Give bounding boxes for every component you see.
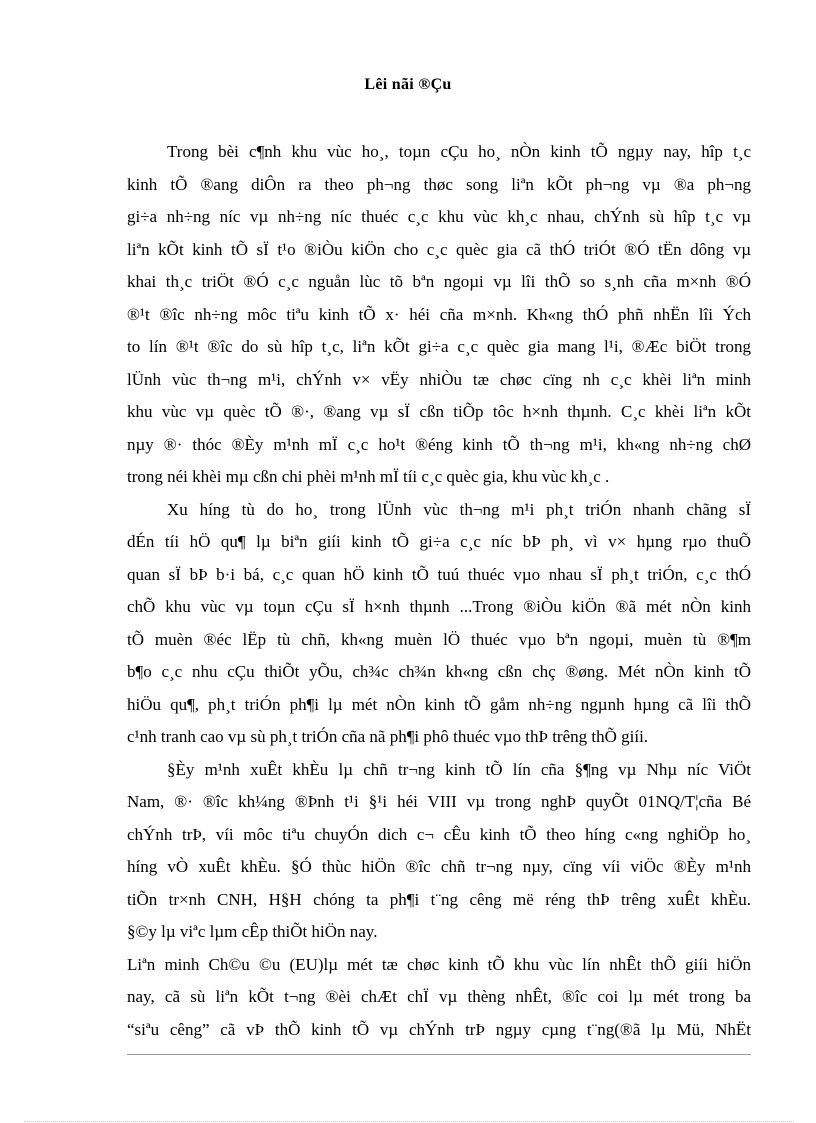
text-line: híng vÒ xuÊt khÈu. §Ó thùc hiÖn ®îc chñ tr¬ng nµy, cïng víi viÖc ®Èy m¹nh [127,857,751,876]
text-line: c¹nh tranh cao vµ sù ph¸t triÓn cña nã ph¶i phô thuéc vµo thÞ trêng thÕ giíi. [127,727,649,746]
text-line: tiÕn tr×nh CNH, H§H chóng ta ph¶i t¨ng cêng më réng thÞ trêng xuÊt khÈu. [127,889,751,909]
footer-divider [127,1054,751,1055]
text-line: “siªu cêng” cã vÞ thÕ kinh tÕ vµ chÝnh trÞ ngµy cµng t¨ng(®ã lµ Mü, NhËt [127,1019,751,1039]
text-line: tÕ muèn ®éc lËp tù chñ, kh«ng muèn lÖ thuéc vµo bªn ngoµi, muèn tù ®¶m [127,629,751,649]
text-line: ®¹t ®îc nh÷ng môc tiªu kinh tÕ x· héi cña m×nh. Kh«ng thÓ phñ nhËn lîi Ých [127,304,751,324]
text-line: liªn kÕt kinh tÕ sÏ t¹o ®iÒu kiÖn cho c¸c quèc gia cã thÓ triÓt ®Ó tËn dông vµ [127,239,751,259]
text-line: §©y lµ viªc lµm cÊp thiÕt hiÖn nay. [127,922,378,941]
text-line: chÝnh trÞ, víi môc tiªu chuyÓn dich c¬ cÊu kinh tÕ theo híng c«ng nghiÖp ho¸ [127,824,751,844]
text-line: khu vùc vµ quèc tÕ ®·, ®ang vµ sÏ cßn tiÕp tôc h×nh thµnh. C¸c khèi liªn kÕt [127,402,751,421]
text-line: §Èy m¹nh xuÊt khÈu lµ chñ tr¬ng kinh tÕ lín cña §¶ng vµ Nhµ níc ViÖt [167,759,751,779]
page-bottom-edge [24,1121,794,1122]
text-line: dÉn tíi hÖ qu¶ lµ biªn giíi kinh tÕ gi÷a c¸c níc bÞ ph¸ vì v× hµng rµo thuÕ [127,532,751,551]
text-line: hiÖu qu¶, ph¸t triÓn ph¶i lµ mét nÒn kinh tÕ gåm nh÷ng ngµnh hµng cã lîi thÕ [127,694,751,714]
text-line: Trong bèi c¶nh khu vùc ho¸, toµn cÇu ho¸ nÒn kinh tÕ ngµy nay, hîp t¸c [167,142,751,161]
text-line: Nam, ®· ®îc kh¼ng ®Þnh t¹i §¹i héi VIII vµ trong nghÞ quyÕt 01NQ/T¦cña Bé [127,792,751,811]
text-line: Liªn minh Ch©u ©u (EU)lµ mét tæ chøc kinh tÕ khu vùc lín nhÊt thÕ giíi hiÖn [127,954,751,974]
text-line: to lín ®¹t ®îc do sù hîp t¸c, liªn kÕt gi÷a c¸c quèc gia mang l¹i, ®Æc biÖt trong [127,337,751,356]
text-line: nay, cã sù liªn kÕt t¬ng ®èi chÆt chÏ vµ thèng nhÊt, ®îc coi lµ mét trong ba [127,987,751,1006]
text-line: khai th¸c triÖt ®Ó c¸c nguån lùc tõ bªn ngoµi vµ lîi thÕ so s¸nh cña m×nh ®Ó [127,272,751,291]
document-title: Lêi nãi ®Çu [364,76,452,93]
text-line: trong néi khèi mµ cßn chi phèi m¹nh mÏ tíi c¸c quèc gia, khu vùc kh¸c . [127,467,610,486]
text-line: lÜnh vùc th¬ng m¹i, chÝnh v× vËy nhiÒu tæ chøc cïng nh c¸c khèi liªn minh [127,369,751,389]
text-line: quan sÏ bÞ b·i bá, c¸c quan hÖ kinh tÕ tuú thuéc vµo nhau sÏ ph¸t triÓn, c¸c thÓ [127,564,751,584]
text-line: chÕ khu vùc vµ toµn cÇu sÏ h×nh thµnh ...Trong ®iÒu kiÖn ®ã mét nÒn kinh [127,597,751,616]
document-body [127,136,751,1046]
text-line: kinh tÕ ®ang diÔn ra theo ph¬ng thøc song liªn kÕt ph¬ng vµ ®a ph¬ng [127,174,751,194]
text-line: nµy ®· thóc ®Èy m¹nh mÏ c¸c ho¹t ®éng kinh tÕ th¬ng m¹i, kh«ng nh÷ng chØ [127,434,751,454]
text-line: b¶o c¸c nhu cÇu thiÕt yÕu, ch¾c ch¾n kh«ng cßn chç ®øng. Mét nÒn kinh tÕ [127,662,751,681]
text-line: gi÷a nh÷ng níc vµ nh÷ng níc thuéc c¸c khu vùc kh¸c nhau, chÝnh sù hîp t¸c vµ [127,207,751,226]
text-line: Xu híng tù do ho¸ trong lÜnh vùc th¬ng m¹i ph¸t triÓn nhanh chãng sÏ [167,499,751,519]
